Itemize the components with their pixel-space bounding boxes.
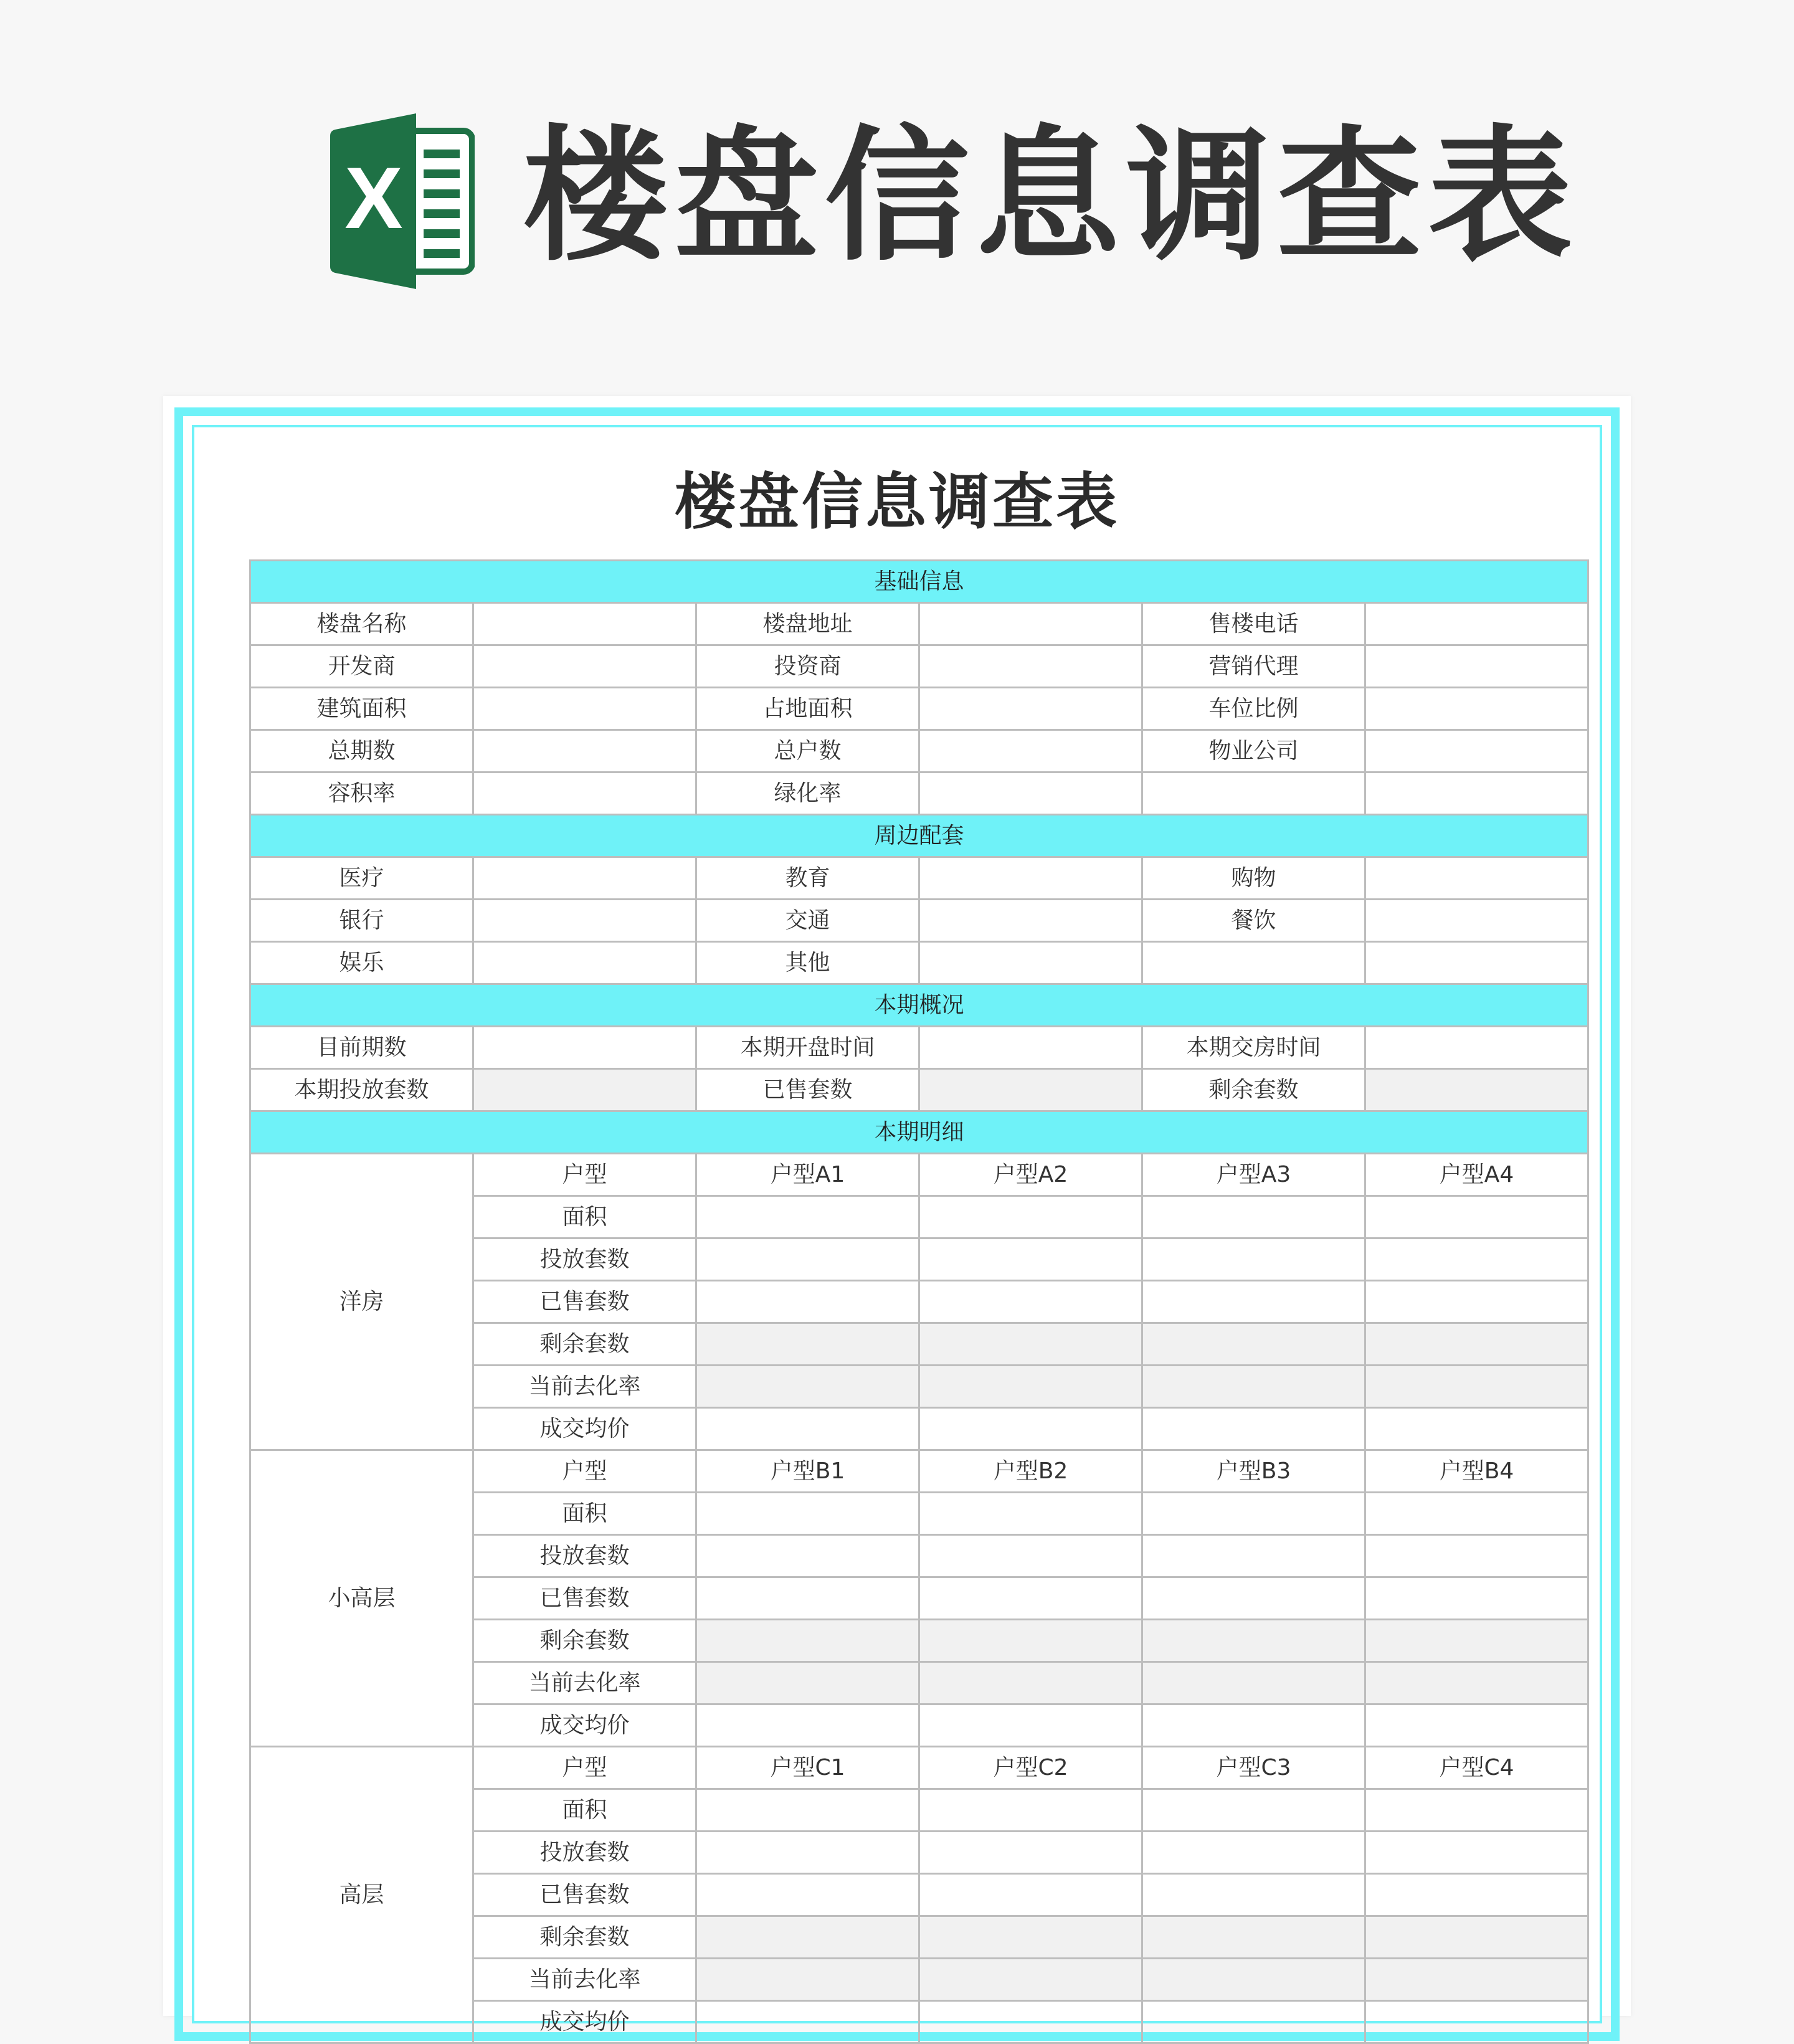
value-cell[interactable]: [1365, 1535, 1588, 1577]
unit-type-header: 户型C1: [696, 1747, 919, 1789]
field-value-cell[interactable]: [473, 1069, 696, 1111]
table-row: [250, 688, 1588, 730]
field-label: 其他: [696, 942, 919, 984]
value-cell[interactable]: [919, 1493, 1142, 1535]
sheet-paper: [163, 396, 1631, 2035]
field-label: [1142, 772, 1365, 815]
group-label: 小高层: [250, 1450, 473, 1747]
row-label: 面积: [473, 1789, 696, 1832]
row-label: 当前去化率: [473, 1662, 696, 1704]
banner-title: 楼盘信息调查表: [523, 112, 1579, 280]
field-label: 剩余套数: [1142, 1069, 1365, 1111]
value-cell[interactable]: [919, 1535, 1142, 1577]
field-label: 购物: [1142, 857, 1365, 900]
field-value-cell[interactable]: [1365, 772, 1588, 815]
field-value-cell[interactable]: [473, 942, 696, 984]
value-cell[interactable]: [696, 1662, 919, 1704]
value-cell[interactable]: [919, 1238, 1142, 1281]
field-value-cell[interactable]: [919, 900, 1142, 942]
row-label: 投放套数: [473, 1238, 696, 1281]
value-cell[interactable]: [1365, 1366, 1588, 1408]
value-cell[interactable]: [919, 1408, 1142, 1450]
field-value-cell[interactable]: [1365, 730, 1588, 772]
field-value-cell[interactable]: [1365, 1027, 1588, 1069]
field-value-cell[interactable]: [473, 645, 696, 688]
row-label: 当前去化率: [473, 1959, 696, 2001]
field-label: 本期开盘时间: [696, 1027, 919, 1069]
sheet-title: 楼盘信息调查表: [674, 467, 1119, 538]
table-row: [250, 900, 1588, 942]
field-value-cell[interactable]: [919, 1027, 1142, 1069]
value-cell[interactable]: [1365, 1874, 1588, 1916]
field-value-cell[interactable]: [919, 603, 1142, 645]
row-label: 面积: [473, 1493, 696, 1535]
row-label: 成交均价: [473, 2001, 696, 2043]
value-cell[interactable]: [1142, 1704, 1365, 1747]
table-row: [250, 942, 1588, 984]
value-cell[interactable]: [919, 1281, 1142, 1323]
field-label: 教育: [696, 857, 919, 900]
field-label: 楼盘地址: [696, 603, 919, 645]
field-value-cell[interactable]: [473, 900, 696, 942]
sheet-frame-inner: [192, 425, 1602, 2035]
value-cell[interactable]: [1142, 1959, 1365, 2001]
section-heading: 基础信息: [250, 561, 1588, 603]
field-label: 车位比例: [1142, 688, 1365, 730]
field-value-cell[interactable]: [919, 772, 1142, 815]
value-cell[interactable]: [696, 1789, 919, 1832]
unit-type-header: 户型C3: [1142, 1747, 1365, 1789]
value-cell[interactable]: [919, 1789, 1142, 1832]
unit-type-header: 户型A4: [1365, 1154, 1588, 1196]
value-cell[interactable]: [696, 1366, 919, 1408]
field-value-cell[interactable]: [919, 1069, 1142, 1111]
value-cell[interactable]: [1142, 1620, 1365, 1662]
field-value-cell[interactable]: [473, 772, 696, 815]
excel-icon: [330, 111, 475, 292]
unit-type-header: 户型C2: [919, 1747, 1142, 1789]
row-label: 户型: [473, 1154, 696, 1196]
field-value-cell[interactable]: [919, 942, 1142, 984]
field-value-cell[interactable]: [1365, 900, 1588, 942]
value-cell[interactable]: [696, 1408, 919, 1450]
row-label: 成交均价: [473, 1704, 696, 1747]
unit-type-header: 户型B1: [696, 1450, 919, 1493]
field-label: 医疗: [250, 857, 473, 900]
value-cell[interactable]: [1142, 2001, 1365, 2043]
field-label: 售楼电话: [1142, 603, 1365, 645]
row-label: 剩余套数: [473, 1323, 696, 1366]
row-label: 剩余套数: [473, 1916, 696, 1959]
table-row: [250, 645, 1588, 688]
section-header-row: [250, 984, 1588, 1027]
value-cell[interactable]: [1142, 1535, 1365, 1577]
field-value-cell[interactable]: [919, 730, 1142, 772]
survey-table: [249, 559, 1589, 2044]
field-value-cell[interactable]: [473, 603, 696, 645]
value-cell[interactable]: [696, 1281, 919, 1323]
value-cell[interactable]: [919, 1704, 1142, 1747]
value-cell[interactable]: [1142, 1662, 1365, 1704]
value-cell[interactable]: [1365, 1959, 1588, 2001]
unit-type-header: 户型A2: [919, 1154, 1142, 1196]
table-row: [250, 1069, 1588, 1111]
field-label: 本期投放套数: [250, 1069, 473, 1111]
field-label: 开发商: [250, 645, 473, 688]
table-row: [250, 603, 1588, 645]
value-cell[interactable]: [919, 1874, 1142, 1916]
field-label: 楼盘名称: [250, 603, 473, 645]
section-header-row: [250, 1111, 1588, 1154]
value-cell[interactable]: [1142, 1493, 1365, 1535]
value-cell[interactable]: [696, 1577, 919, 1620]
field-value-cell[interactable]: [919, 857, 1142, 900]
table-row: [250, 1154, 1588, 1196]
value-cell[interactable]: [1365, 1704, 1588, 1747]
unit-type-header: 户型C4: [1365, 1747, 1588, 1789]
value-cell[interactable]: [1142, 1323, 1365, 1366]
section-heading: 周边配套: [250, 815, 1588, 857]
value-cell[interactable]: [919, 2001, 1142, 2043]
value-cell[interactable]: [696, 1916, 919, 1959]
value-cell[interactable]: [696, 1959, 919, 2001]
value-cell[interactable]: [1142, 1577, 1365, 1620]
value-cell[interactable]: [919, 1662, 1142, 1704]
value-cell[interactable]: [1142, 1832, 1365, 1874]
value-cell[interactable]: [696, 1535, 919, 1577]
row-label: 已售套数: [473, 1874, 696, 1916]
value-cell[interactable]: [919, 1196, 1142, 1238]
table-row: [250, 1450, 1588, 1493]
field-label: 建筑面积: [250, 688, 473, 730]
value-cell[interactable]: [919, 1620, 1142, 1662]
section-heading: 本期概况: [250, 984, 1588, 1027]
field-value-cell[interactable]: [473, 857, 696, 900]
field-value-cell[interactable]: [1365, 603, 1588, 645]
value-cell[interactable]: [1365, 1493, 1588, 1535]
field-value-cell[interactable]: [919, 645, 1142, 688]
unit-type-header: 户型B4: [1365, 1450, 1588, 1493]
value-cell[interactable]: [696, 1238, 919, 1281]
value-cell[interactable]: [1142, 1789, 1365, 1832]
field-value-cell[interactable]: [473, 688, 696, 730]
field-label: 已售套数: [696, 1069, 919, 1111]
row-label: 户型: [473, 1450, 696, 1493]
field-label: 投资商: [696, 645, 919, 688]
unit-type-header: 户型B3: [1142, 1450, 1365, 1493]
value-cell[interactable]: [919, 1366, 1142, 1408]
table-row: [250, 1747, 1588, 1789]
value-cell[interactable]: [1142, 1874, 1365, 1916]
sheet-frame: [174, 407, 1620, 2041]
field-value-cell[interactable]: [919, 688, 1142, 730]
field-value-cell[interactable]: [1365, 942, 1588, 984]
value-cell[interactable]: [919, 1577, 1142, 1620]
row-label: 投放套数: [473, 1832, 696, 1874]
field-label: 营销代理: [1142, 645, 1365, 688]
field-label: 物业公司: [1142, 730, 1365, 772]
row-label: 户型: [473, 1747, 696, 1789]
group-label: 洋房: [250, 1154, 473, 1450]
value-cell[interactable]: [1365, 1281, 1588, 1323]
section-header-row: [250, 815, 1588, 857]
field-label: 娱乐: [250, 942, 473, 984]
field-value-cell[interactable]: [1365, 688, 1588, 730]
field-label: 银行: [250, 900, 473, 942]
value-cell[interactable]: [1365, 1789, 1588, 1832]
value-cell[interactable]: [696, 2001, 919, 2043]
field-value-cell[interactable]: [473, 730, 696, 772]
value-cell[interactable]: [1365, 1323, 1588, 1366]
value-cell[interactable]: [696, 1704, 919, 1747]
table-row: [250, 772, 1588, 815]
value-cell[interactable]: [1365, 2001, 1588, 2043]
table-row: [250, 730, 1588, 772]
row-label: 投放套数: [473, 1535, 696, 1577]
row-label: 面积: [473, 1196, 696, 1238]
unit-type-header: 户型A1: [696, 1154, 919, 1196]
field-label: 餐饮: [1142, 900, 1365, 942]
field-label: 占地面积: [696, 688, 919, 730]
value-cell[interactable]: [919, 1832, 1142, 1874]
value-cell[interactable]: [696, 1874, 919, 1916]
value-cell[interactable]: [1142, 1916, 1365, 1959]
field-label: 目前期数: [250, 1027, 473, 1069]
unit-type-header: 户型B2: [919, 1450, 1142, 1493]
field-label: 绿化率: [696, 772, 919, 815]
table-row: [250, 857, 1588, 900]
field-label: 本期交房时间: [1142, 1027, 1365, 1069]
value-cell[interactable]: [1365, 1662, 1588, 1704]
row-label: 已售套数: [473, 1577, 696, 1620]
row-label: 当前去化率: [473, 1366, 696, 1408]
row-label: 剩余套数: [473, 1620, 696, 1662]
field-label: 容积率: [250, 772, 473, 815]
banner: [0, 0, 1794, 399]
field-label: 总户数: [696, 730, 919, 772]
value-cell[interactable]: [1365, 1196, 1588, 1238]
field-label: 总期数: [250, 730, 473, 772]
excel-icon-letter: X: [344, 149, 403, 247]
value-cell[interactable]: [1365, 1408, 1588, 1450]
value-cell[interactable]: [919, 1323, 1142, 1366]
group-label: 高层: [250, 1747, 473, 2043]
field-label: 交通: [696, 900, 919, 942]
field-label: [1142, 942, 1365, 984]
unit-type-header: 户型A3: [1142, 1154, 1365, 1196]
value-cell[interactable]: [696, 1832, 919, 1874]
value-cell[interactable]: [696, 1196, 919, 1238]
value-cell[interactable]: [1365, 1577, 1588, 1620]
value-cell[interactable]: [696, 1493, 919, 1535]
value-cell[interactable]: [1365, 1916, 1588, 1959]
table-row: [250, 1027, 1588, 1069]
value-cell[interactable]: [1365, 1238, 1588, 1281]
value-cell[interactable]: [1142, 1408, 1365, 1450]
field-value-cell[interactable]: [1365, 1069, 1588, 1111]
value-cell[interactable]: [1142, 1238, 1365, 1281]
value-cell[interactable]: [1142, 1196, 1365, 1238]
field-value-cell[interactable]: [1365, 645, 1588, 688]
field-value-cell[interactable]: [1365, 857, 1588, 900]
field-value-cell[interactable]: [473, 1027, 696, 1069]
value-cell[interactable]: [1142, 1281, 1365, 1323]
value-cell[interactable]: [919, 1959, 1142, 2001]
value-cell[interactable]: [1365, 1832, 1588, 1874]
value-cell[interactable]: [696, 1323, 919, 1366]
row-label: 已售套数: [473, 1281, 696, 1323]
value-cell[interactable]: [696, 1620, 919, 1662]
section-header-row: [250, 561, 1588, 603]
row-label: 成交均价: [473, 1408, 696, 1450]
value-cell[interactable]: [1365, 1620, 1588, 1662]
value-cell[interactable]: [1142, 1366, 1365, 1408]
value-cell[interactable]: [919, 1916, 1142, 1959]
section-heading: 本期明细: [250, 1111, 1588, 1154]
